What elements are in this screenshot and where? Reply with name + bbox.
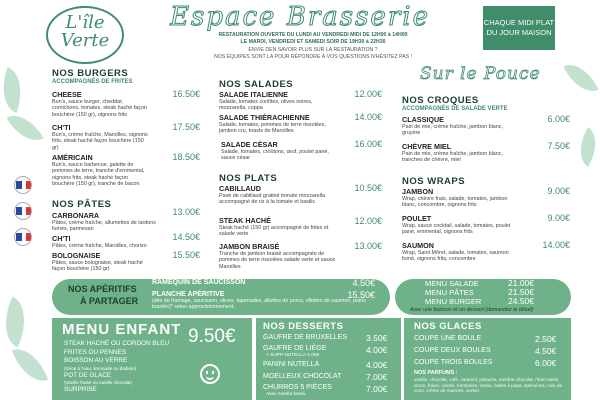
formula-price: 24.50€ [508,296,534,306]
kids-menu-line: STEAK HACHÉ OU CORDON BLEU [64,340,170,347]
item-price: 6.00€ [547,114,570,124]
item-description: Pavé de cabillaud gratiné tomate mozzarella accompagné de riz à la tomate et basilic [219,193,326,206]
section-title: NOS SALADES [219,79,294,90]
sur-le-pouce-heading: Sur le Pouce [420,64,541,84]
ice-cream-name: COUPE TROIS BOULES [414,359,493,366]
item-description: Wrap, chèvre frais, salade, tomates, jambon blanc, concombre, oignons frits [402,196,508,209]
leaf-decoration [563,57,598,99]
hours-line: RESTAURATION OUVERTE DU LUNDI AU VENDREDI MIDI DE 12H00 à 14H00 [218,32,408,38]
kids-menu-title: MENU ENFANT [62,321,182,338]
daily-special-banner: CHAQUE MIDI PLAT DU JOUR MAISON [483,6,555,50]
item-description: Salade, tomates, pommes de terre rissolées, jambon cru, toasts de Maroilles [219,122,326,135]
croques-section [402,95,552,112]
section-title: NOS PÂTES [52,199,112,210]
formulas-note: Avec une boisson et un dessert (demandez le détail) [410,307,534,313]
menu-item [402,214,522,236]
leaf-decoration [0,67,30,113]
item-name: SALADE ITALIENNE [219,90,288,99]
menu-item [52,90,148,118]
section-subtitle: ACCOMPAGNÉS DE FRITES [52,79,133,85]
ice-cream-price: 2.50€ [535,334,557,344]
flavours-label: NOS PARFUMS : [414,370,458,376]
item-name: SALADE CÉSAR [221,140,278,149]
item-name: SAUMON [402,241,434,250]
hours-line: NOS ÉQUIPES SONT LA POUR RÉPONDRE À VOS QUESTIONS N'HÉSITEZ PAS ! [214,53,412,60]
menu-item [52,123,148,151]
leaf-decoration [6,107,43,149]
item-description: Pain de mie, crème fraîche, jambon blanc, tranches de chèvre, miel [402,151,503,164]
item-name: JAMBON [402,187,434,196]
item-price: 18.50€ [172,152,200,162]
dessert-price: 7.00€ [366,372,388,382]
section-title: NOS PLATS [219,173,278,184]
item-name: CHÈVRE MIEL [402,142,452,151]
menu-item [402,187,522,209]
item-description: (dés de fromage, saucisson, olives, tapenades, allettes de porcs, rillettes de saumon, pains toastés)* selon approvisionnement. [152,298,366,311]
france-flag-icon [14,176,32,194]
logo-text: L'île Verte [60,12,110,51]
item-name: AMÉRICAIN [52,153,93,162]
item-price: 9.00€ [547,186,570,196]
item-name: CABILLAUD [219,184,261,193]
item-name: PLANCHE APÉRITIVE [152,291,225,298]
dessert-note: + SUPP NUTELLA 1.00€ [266,353,320,358]
item-description: Pâtes, sauce bolognaise, steak haché façon bouchère (150 gr) [52,260,143,273]
menu-item [402,115,520,137]
item-description: Bun's, crème fraîche, Maroilles, oignons frits, steak haché façon bouchère (150 gr) [52,132,148,151]
item-price: 12.00€ [354,216,382,226]
item-description: Salade, tomates confites, olives noires, mozzarella, coppa [219,99,313,112]
burgers-section [52,68,202,85]
item-name: BOLOGNAISE [52,251,101,260]
france-flag-icon [14,228,32,246]
item-price: 17.50€ [172,122,200,132]
section-title: NOS GLACES [414,321,482,332]
kids-menu-lines [64,340,204,395]
menu-item [52,153,148,188]
dessert-note: Avec nutella fondu [266,392,306,397]
item-price: 16.50€ [172,89,200,99]
item-price: 4.50€ [352,278,375,288]
dessert-price: 7.00€ [366,384,388,394]
item-description: Wrap, Saint Môret, salade, tomates, saumon fumé, oignons frits, concombre [402,250,509,263]
item-price: 14.50€ [172,232,200,242]
item-price: 15.50€ [347,290,375,300]
item-price: 12.00€ [354,89,382,99]
dessert-name: CHURROS 5 PIÈCES [263,384,332,391]
item-description: Pâtes, crème fraîche, allumettes de lardons fumés, parmesan [52,220,156,233]
item-name: SALADE THIÉRACHIENNE [219,113,310,122]
menu-item [219,184,331,206]
aperitifs-title-line: NOS APÉRITIFS [68,284,137,294]
kids-menu-line: BOISSON AU VERRE [64,357,128,364]
menu-item [219,216,331,238]
dessert-price: 4.00€ [366,345,388,355]
item-name: POULET [402,214,432,223]
kids-menu-line: FRITES OU PENNES [64,348,127,356]
section-title: NOS BURGERS [52,68,129,79]
ice-cream-name: COUPE DEUX BOULES [414,347,491,354]
leaf-decoration [571,127,600,166]
menu-item [402,142,520,164]
item-name: CARBONARA [52,211,100,220]
leaf-decoration [0,297,36,348]
logo [46,6,124,64]
item-name: STEAK HACHÉ [219,216,271,225]
formula-price: 21.00€ [508,278,534,288]
smiley-icon [200,364,220,384]
menu-item [52,251,148,273]
item-price: 16.00€ [354,139,382,149]
menu-item [221,140,331,162]
item-price: 14.00€ [542,240,570,250]
aperitif-item [152,279,327,286]
dessert-name: GAUFRE DE BRUXELLES [263,334,348,341]
item-price: 7.50€ [547,141,570,151]
menu-item [402,241,522,263]
item-description: Bun's, sauce barbecue, galette de pommes de terre, tranche d'emmental, oignons frits, steak haché façon bouchère (150 gr), tranche de bacon [52,162,145,188]
kids-menu-line: POT DE GLACE [64,371,112,379]
dessert-price: 4.00€ [366,360,388,370]
aperitifs-title-line: À PARTAGER [80,296,139,306]
item-description: Salade, tomates, croûtons, œuf, poulet pané, sauce césar [221,149,329,162]
page-title: Espace Brasserie [170,2,430,32]
item-description: Tranche de jambon braisé accompagnée de pommes de terre rissolées salade verte et sauce Maroilles [219,251,336,270]
item-price: 13.00€ [172,207,200,217]
leaf-decoration [12,342,48,388]
formula-name: MENU PÂTES [425,288,474,297]
dessert-name: PANINI NUTELLA [263,361,320,368]
formula-price: 21.50€ [508,287,534,297]
item-description: Steak haché (150 gr) accompagné de frites et salade verte [219,225,329,238]
section-title: NOS DESSERTS [263,321,344,332]
item-description: Bun's, sauce burger, cheddar, cornichons, tomates, steak haché façon bouchère (150 gr), oignons frits [52,99,147,118]
aperitifs-title [64,283,144,307]
item-name: JAMBON BRAISÉ [219,242,280,251]
item-description: Pain de mie, crème fraîche, jambon blanc, gruyère [402,124,503,137]
menu-item [219,242,339,270]
kids-menu-line: (Vanille fraise ou vanille chocolat) [64,380,133,385]
item-name: CLASSIQUE [402,115,444,124]
item-name: RAMEQUIN DE SAUCISSON [152,279,246,286]
menu-item [219,90,339,112]
item-name: CH'TI [52,123,71,132]
item-price: 10.50€ [354,183,382,193]
section-title: NOS CROQUES [402,95,479,106]
menu-item [52,211,164,233]
hours-line: LE MARDI, VENDREDI ET SAMEDI SOIR DE 19H30 à 22H30 [240,38,386,45]
dessert-name: GAUFRE DE LIÈGE [263,345,327,352]
ice-cream-price: 6.00€ [535,358,557,368]
ice-cream-name: COUPE UNE BOULE [414,335,482,342]
hours-line: ENVIE DEN SAVOIR PLUS SUR LA RESTAURATION ? [248,47,378,53]
opening-hours [208,32,418,60]
kids-menu-line: SURPRISE [64,386,97,393]
item-price: 9.00€ [547,213,570,223]
item-price: 13.00€ [354,241,382,251]
item-name: CHEESE [52,90,82,99]
flavours-list: vanille, chocolat, café, caramel, pistache, menthe chocolat, rhum-raisin, citron, fraise, cassis, framboise, cerise, barbe à papa, spéculoos, noix de coco, crème de marrons, sorbet [414,377,563,394]
dessert-price: 3.50€ [366,333,388,343]
menu-item [219,113,344,135]
formula-name: MENU BURGER [425,297,482,306]
ice-cream-price: 4.50€ [535,346,557,356]
item-description: Pâtes, crème fraîche, Maroilles, chorizo [52,243,147,249]
item-name: CH'TI [52,234,71,243]
formula-name: MENU SALADE [425,279,479,288]
france-flag-icon [14,202,32,220]
item-description: Wrap, sauce cocktail, salade, tomates, poulet pané, emmental, oignons frits [402,223,511,236]
item-price: 15.50€ [172,250,200,260]
section-title: NOS WRAPS [402,176,466,187]
dessert-name: MOELLEUX CHOCOLAT [263,373,342,380]
section-subtitle: ACCOMPAGNÉS DE SALADE VERTE [402,106,508,112]
item-price: 14.00€ [354,112,382,122]
kids-menu-line: (Sirop à l'eau, limonade ou diabolo) [64,365,137,371]
kids-menu-price: 9.50€ [188,326,236,347]
